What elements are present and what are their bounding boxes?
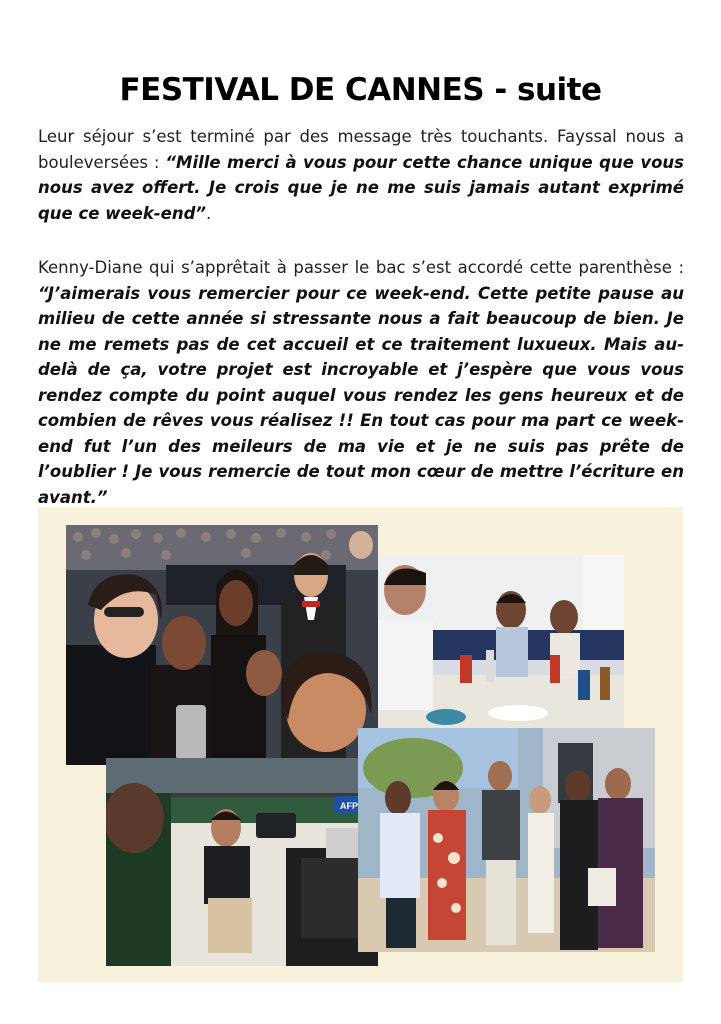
photo-group-selfie	[66, 525, 378, 765]
paragraph-intro: Kenny-Diane qui s’apprêtait à passer le bac s’est accordé cette parenthèse :	[38, 258, 684, 277]
page-title: FESTIVAL DE CANNES - suite	[119, 72, 602, 108]
photo-restaurant-lunch	[378, 555, 624, 733]
paragraph-intro: Leur séjour s’est terminé par des message très touchants. Fayssal nous a bouleversées :	[38, 127, 684, 172]
photo-tv-interview	[106, 758, 378, 966]
photo-collage	[38, 507, 683, 982]
afp-sign-text: AFP	[340, 801, 358, 811]
fayssal-quote: “Mille merci à vous pour cette chance unique que vous nous avez offert. Je crois que je ne me suis jamais autant exprimé que ce week-end”	[38, 152, 684, 223]
paragraph-fayssal	[38, 124, 684, 226]
paragraph-end: .	[206, 203, 212, 223]
kenny-diane-quote: “J’aimerais vous remercier pour ce week-end. Cette petite pause au milieu de cette année si stressante nous a fait beaucoup de bien. Je ne me remets pas de cet accueil et ce traitement luxueux. Mais au-delà de ça, votre projet est incroyable et j’espère que vous vous rendez compte du point auquel vous rendez les gens heureux et de combien de rêves vous réalisez !! En tout cas pour ma part ce week-end fut l’un des meileurs de ma vie et je ne suis pas prête de l’oublier ! Je vous remercie de tout mon cœur de mettre l’écriture en avant.”	[38, 283, 684, 507]
paragraph-kenny-diane	[38, 255, 684, 510]
photo-group-portrait	[358, 728, 655, 952]
